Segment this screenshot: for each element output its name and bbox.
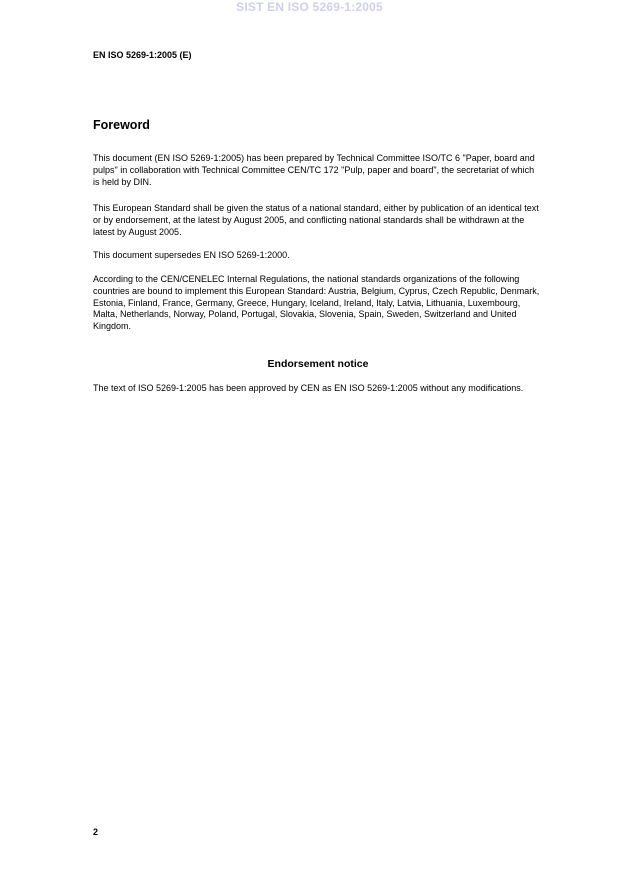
foreword-paragraph-status: This European Standard shall be given the status of a national standard, either by publication of an identical text or by endorsement, at the latest by August 2005, and conflicting national standards shall be withdrawn at the latest by August 2005. bbox=[93, 203, 539, 237]
endorsement-heading: Endorsement notice bbox=[267, 358, 369, 370]
watermark: SIST EN ISO 5269-1:2005 bbox=[236, 0, 383, 14]
foreword-heading: Foreword bbox=[93, 118, 150, 132]
page-number: 2 bbox=[93, 827, 99, 837]
foreword-paragraph-preparation: This document (EN ISO 5269-1:2005) has been prepared by Technical Committee ISO/TC 6 "Paper, board and pulps" in collaboration with Technical Committee CEN/TC 172 "Pulp, paper and board", the secretariat of which is held by DIN. bbox=[93, 153, 535, 187]
document-id-header: EN ISO 5269-1:2005 (E) bbox=[93, 50, 192, 60]
foreword-paragraph-countries: According to the CEN/CENELEC Internal Regulations, the national standards organizations of the following countries are bound to implement this European Standard: Austria, Belgium, Cyprus, Czech Republic, Denmark, Estonia, Finland, France, Germany, Greece, Hungary, Iceland, Ireland, Italy, Latvia, Lithuania, Luxembourg, Malta, Netherlands, Norway, Poland, Portugal, Slovakia, Slovenia, Spain, Sweden, Switzerland and United Kingdom. bbox=[93, 274, 540, 332]
foreword-paragraph-supersedes: This document supersedes EN ISO 5269-1:2000. bbox=[93, 250, 290, 260]
endorsement-text: The text of ISO 5269-1:2005 has been approved by CEN as EN ISO 5269-1:2005 without any modifications. bbox=[93, 383, 524, 393]
